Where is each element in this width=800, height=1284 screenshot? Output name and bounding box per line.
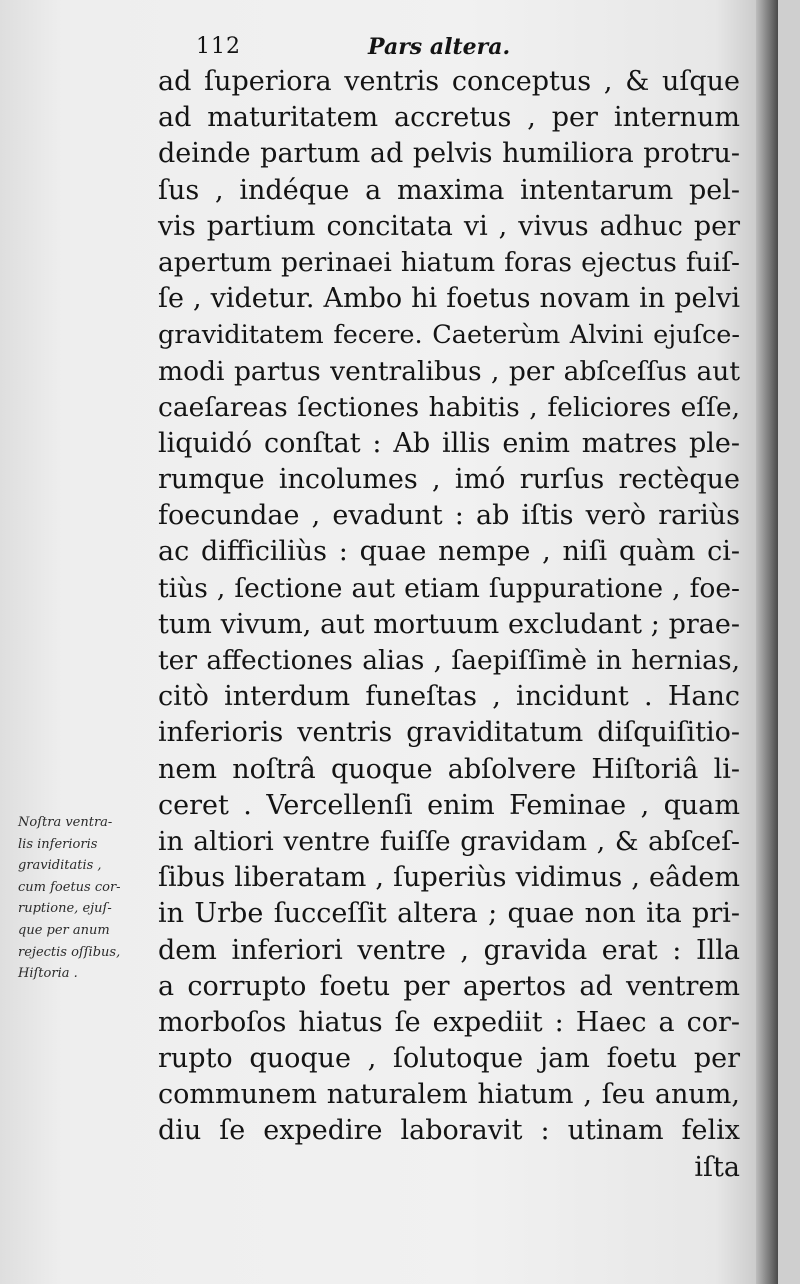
text-line: diu ſe expedire laboravit : utinam felix	[158, 1115, 740, 1147]
marginal-note-line: que per anum	[18, 922, 110, 938]
page-number: 112	[196, 34, 241, 59]
marginal-note-line: cum foetus cor-	[18, 879, 121, 895]
marginal-note-line: lis inferioris	[18, 836, 98, 852]
text-line: tum vivum, aut mortuum excludant ; prae-	[158, 608, 740, 640]
page-header	[196, 34, 716, 64]
text-line: caeſareas ſectiones habitis , feliciores eſſe,	[158, 391, 740, 423]
text-line: ſibus liberatam , ſuperiùs vidimus , eâdem	[158, 862, 740, 894]
marginal-note-line: Hiſtoria .	[18, 966, 78, 982]
running-title: Pars altera.	[368, 34, 511, 60]
text-line: apertum perinaei hiatum foras ejectus fuiſ-	[158, 246, 740, 278]
body-text	[158, 64, 740, 1186]
marginal-note-line: rejectis oſſibus,	[18, 944, 121, 960]
catchword: iſta	[694, 1151, 740, 1183]
text-line: ceret . Vercellenſi enim Feminae , quam	[158, 789, 740, 821]
text-line: inferioris ventris graviditatum diſquiſitio-	[158, 717, 740, 749]
marginal-note-line: graviditatis ,	[18, 858, 102, 874]
text-line: rupto quoque , ſolutoque jam foetu per	[158, 1043, 740, 1075]
text-line: a corrupto foetu per apertos ad ventrem	[158, 970, 740, 1002]
text-line: rumque incolumes , imó rurſus rectèque	[158, 464, 740, 496]
marginal-note-line: ruptione, ejuſ-	[18, 901, 112, 917]
text-line: liquidó conſtat : Ab illis enim matres ple-	[158, 427, 740, 459]
text-line: foecundae , evadunt : ab iſtis verò rariùs	[158, 500, 740, 532]
text-line: nem noſtrâ quoque abſolvere Hiſtoriâ li-	[158, 753, 740, 785]
text-line: deinde partum ad pelvis humiliora protru-	[158, 138, 740, 170]
text-line: ſe , videtur. Ambo hi foetus novam in pelvi	[158, 283, 740, 315]
text-line: ter affectiones alias , ſaepiſſimè in hernias,	[158, 645, 740, 676]
marginal-note-line: Noſtra ventra-	[18, 815, 113, 830]
text-line: graviditatem fecere. Caeterùm Alvini ejuſce-	[158, 320, 740, 351]
text-line: morboſos hiatus ſe expediit : Haec a cor-	[158, 1006, 740, 1038]
text-line: in Urbe ſucceſſit altera ; quae non ita pri-	[158, 898, 740, 930]
text-line: ſus , indéque a maxima intentarum pel-	[158, 174, 740, 206]
text-line: citò interdum funeſtas , incidunt . Hanc	[158, 681, 740, 713]
text-line: modi partus ventralibus , per abſceſſus aut	[158, 355, 740, 387]
marginal-note	[18, 812, 158, 985]
text-line: ad ſuperiora ventris conceptus , & uſque	[158, 66, 740, 97]
text-line: ad maturitatem accretus , per internum	[158, 102, 740, 134]
text-line: in altiori ventre fuiſſe gravidam , & abſceſ-	[158, 825, 740, 857]
text-line: communem naturalem hiatum , ſeu anum,	[158, 1079, 740, 1111]
text-line: vis partium concitata vi , vivus adhuc per	[158, 210, 740, 242]
text-line: dem inferiori ventre , gravida erat : Illa	[158, 934, 740, 966]
text-line: tiùs , ſectione aut etiam ſuppuratione , foe-	[158, 572, 740, 604]
book-spine-shadow	[756, 0, 778, 1284]
text-line: ac difficiliùs : quae nempe , niſi quàm ci-	[158, 536, 740, 568]
